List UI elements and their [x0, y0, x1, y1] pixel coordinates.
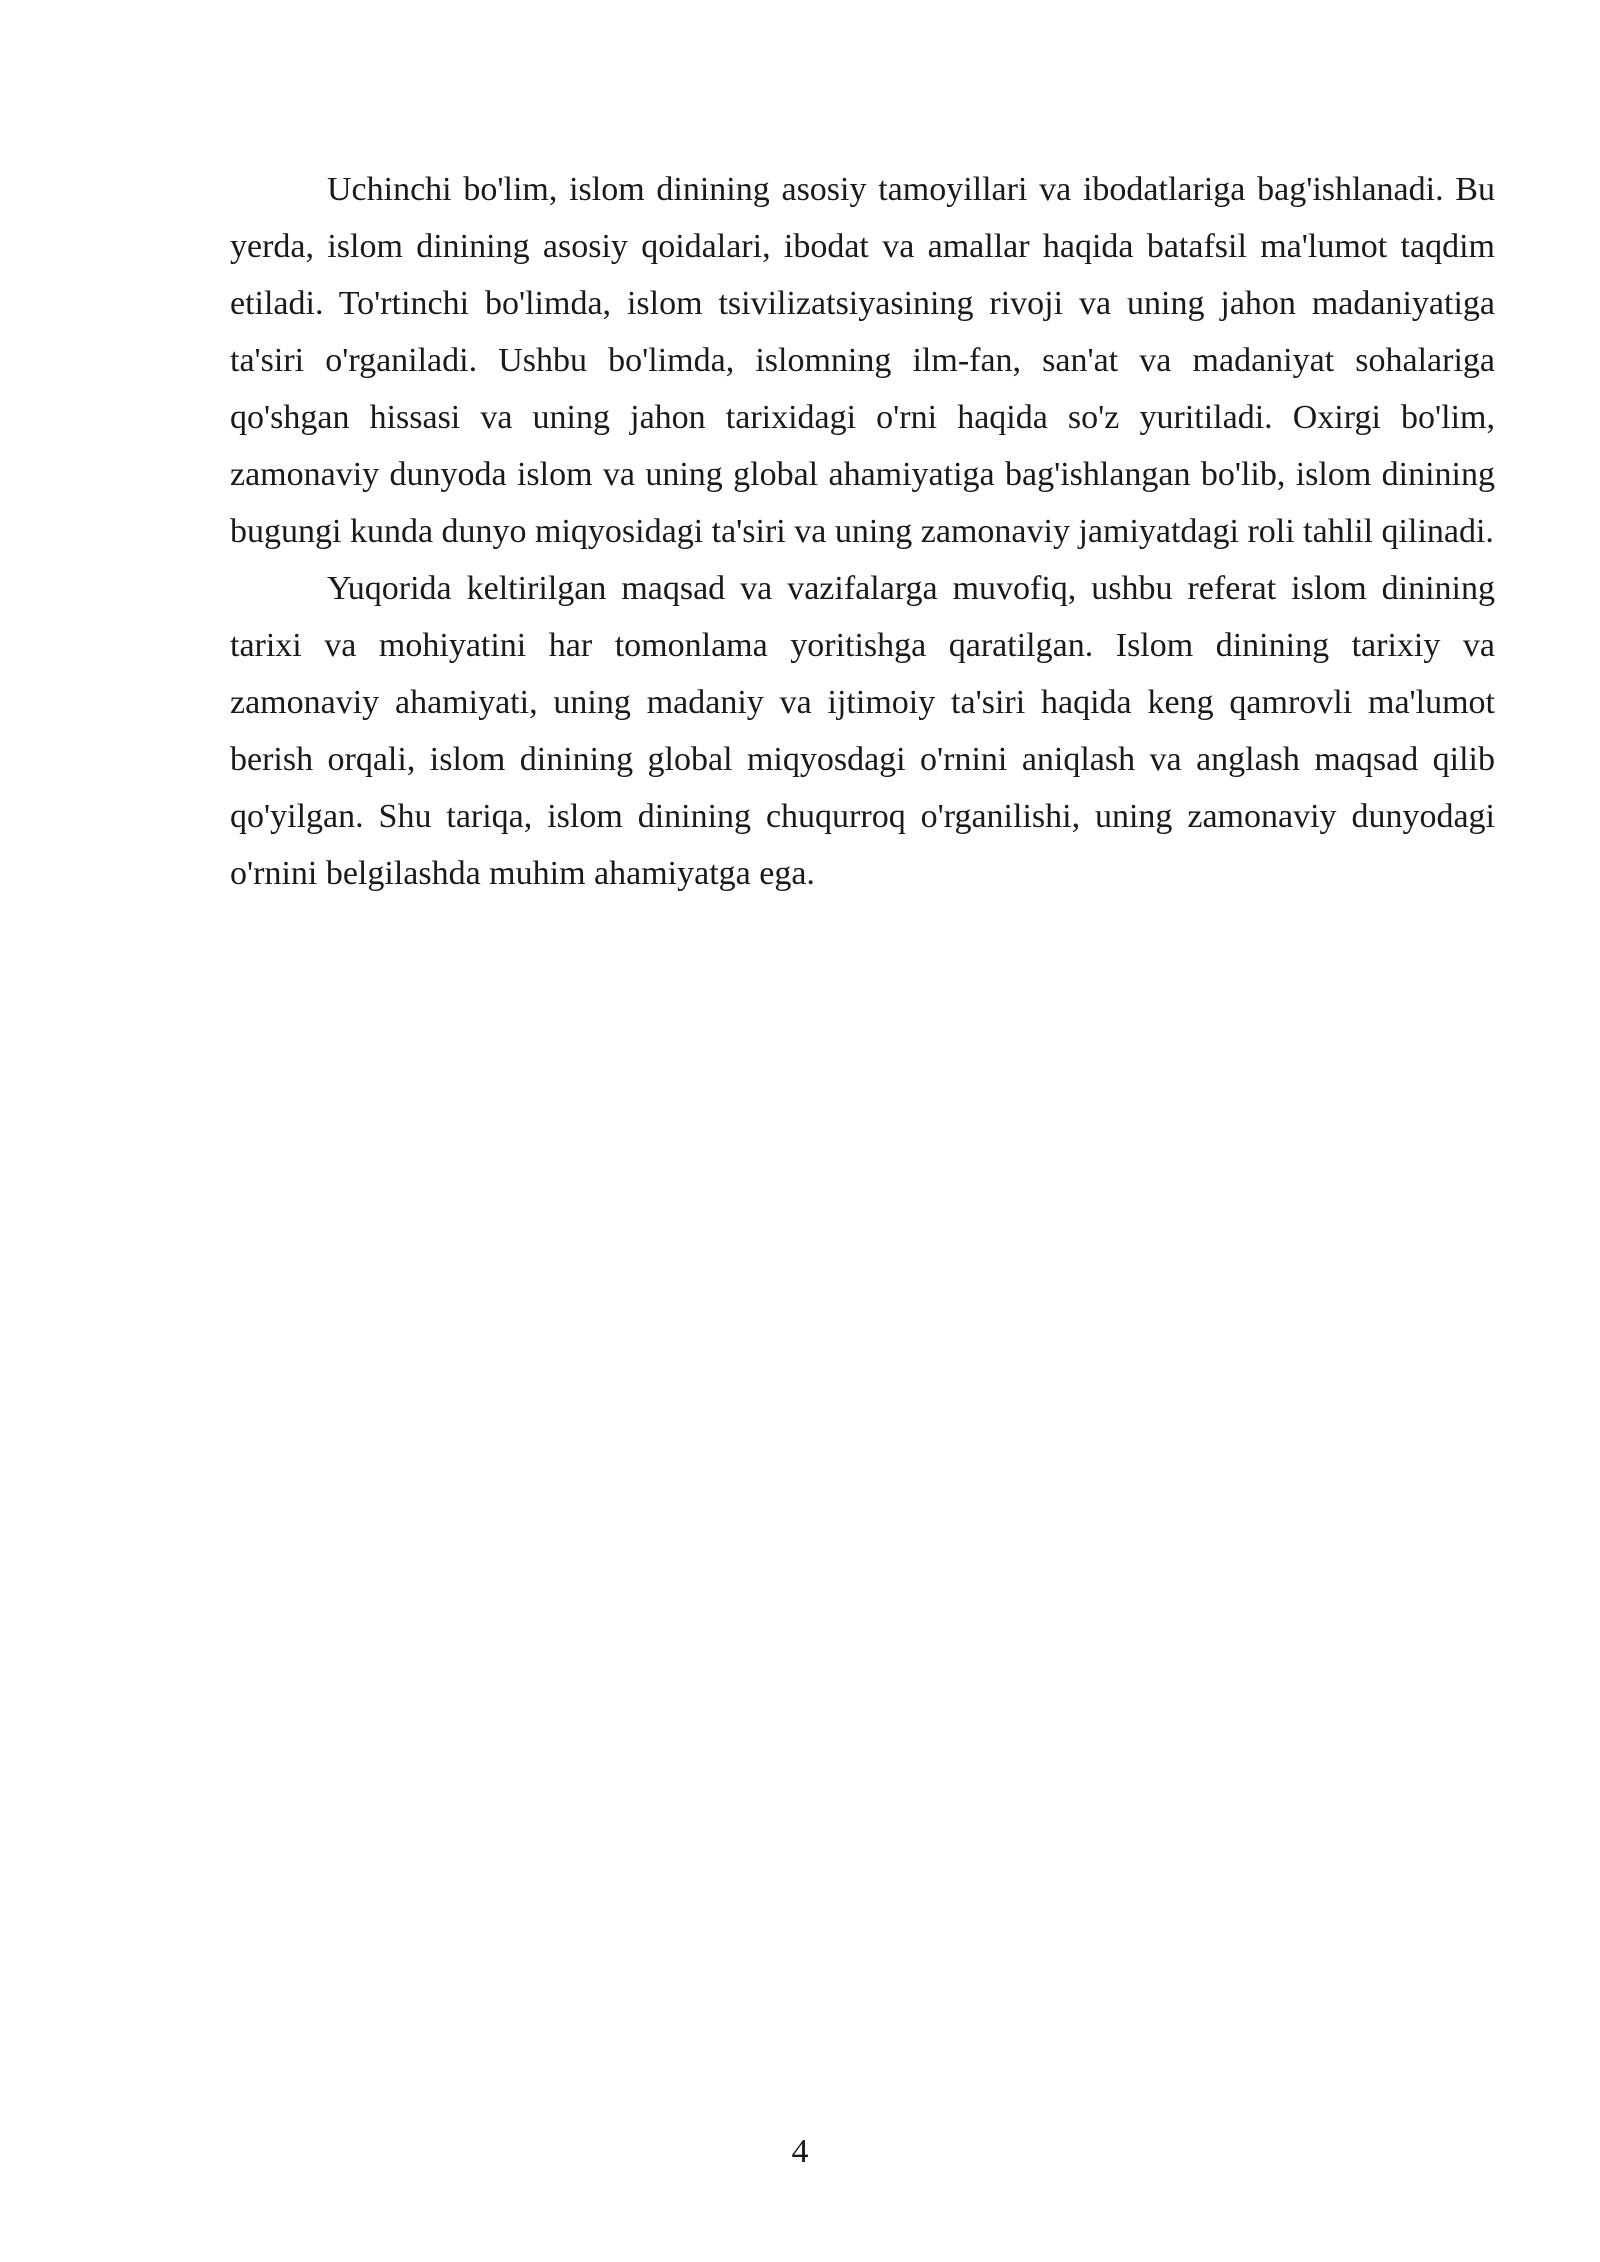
body-text	[230, 161, 1495, 902]
paragraph: Yuqorida keltirilgan maqsad va vazifalarga muvofiq, ushbu referat islom dinining tarixi va mohiyatini har tomonlama yoritishga qaratilgan. Islom dinining tarixiy va zamonaviy ahamiyati, uning madaniy va ijtimoiy ta'siri haqida keng qamrovli ma'lumot berish orqali, islom dinining global miqyosdagi o'rnini aniqlash va anglash maqsad qilib qo'yilgan. Shu tariqa, islom dinining chuqurroq o'rganilishi, uning zamonaviy dunyodagi o'rnini belgilashda muhim ahamiyatga ega.	[230, 570, 1495, 892]
paragraph: Uchinchi bo'lim, islom dinining asosiy tamoyillari va ibodatlariga bag'ishlanadi. Bu yerda, islom dinining asosiy qoidalari, ibodat va amallar haqida batafsil ma'lumot taqdim etiladi. To'rtinchi bo'limda, islom tsivilizatsiyasining rivoji va uning jahon madaniyatiga ta'siri o'rganiladi. Ushbu bo'limda, islomning ilm-fan, san'at va madaniyat sohalariga qo'shgan hissasi va uning jahon tarixidagi o'rni haqida so'z yuritiladi. Oxirgi bo'lim, zamonaviy dunyoda islom va uning global ahamiyatiga bag'ishlangan bo'lib, islom dinining bugungi kunda dunyo miqyosidagi ta'siri va uning zamonaviy jamiyatdagi roli tahlil qilinadi.	[230, 171, 1495, 550]
page-number: 4	[791, 2133, 809, 2170]
